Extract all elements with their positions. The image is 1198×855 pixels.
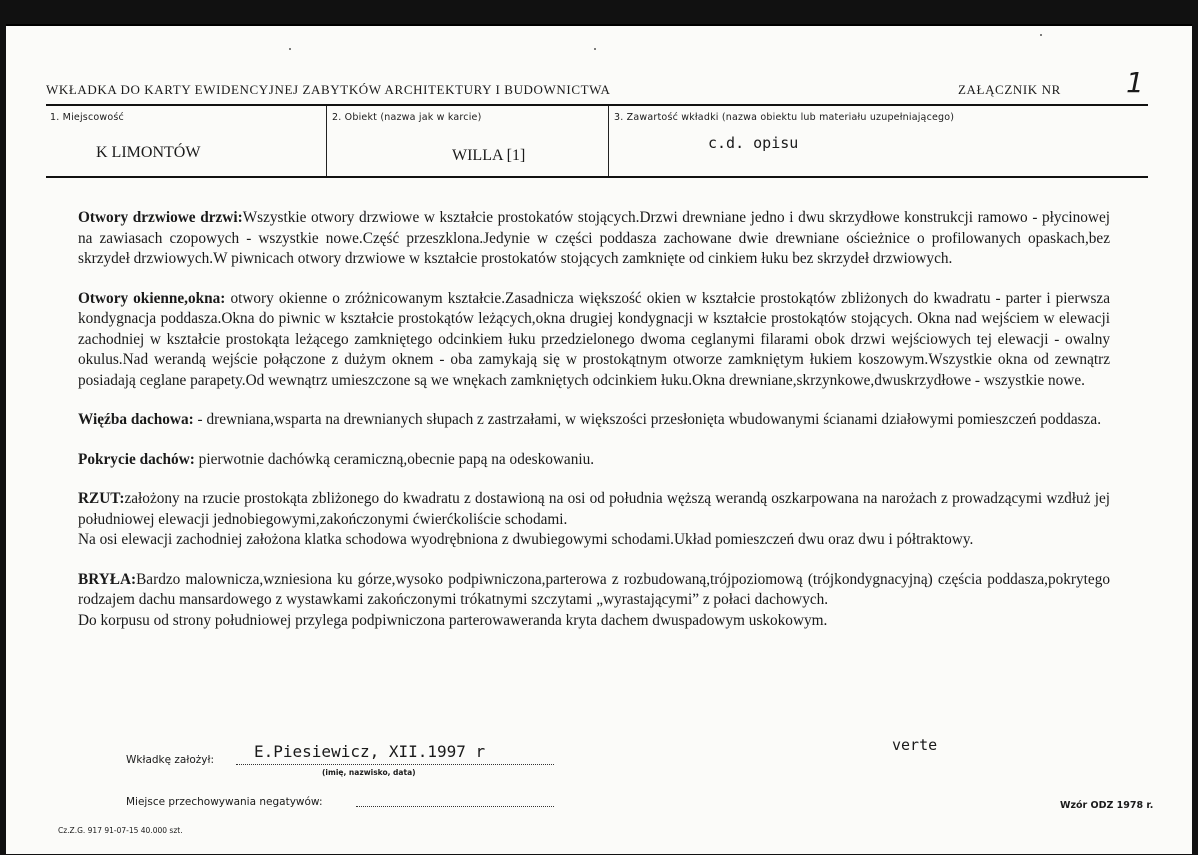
- fields-rule: [46, 176, 1148, 178]
- section-text: Wszystkie otwory drzwiowe w kształcie prostokatów stojących.Drzwi drewniane jedno i dwu skrzydłowe konstrukcji ramowo - płycinowej na zawiasach czopowych - wszystkie nowe.Część przeszklona.Jedynie w części poddasza zachowane dwie drewniane ościeżnice o profilowanych opaskach,bez skrzydeł drzwiowych.W piwnicach otwory drzwiowe w kształcie prostokatów stojących zamknięte od cinkiem łuku bez skrzydeł drzwiowych.: [78, 209, 1110, 267]
- founder-value: E.Piesiewicz, XII.1997 r: [254, 742, 486, 761]
- description-body: [78, 208, 1110, 650]
- section-roof-truss: [78, 410, 1110, 431]
- section-roofing: [78, 450, 1110, 471]
- section-massing: [78, 570, 1110, 632]
- form-title: WKŁADKA DO KARTY EWIDENCYJNEJ ZABYTKÓW ARCHITEKTURY I BUDOWNICTWA: [46, 82, 611, 97]
- section-heading: RZUT:: [78, 490, 125, 507]
- section-heading: Pokrycie dachów:: [78, 450, 195, 468]
- section-heading: Otwory drzwiowe drzwi:: [78, 209, 243, 226]
- object-value: WILLA [1]: [452, 147, 526, 164]
- annex-label: ZAŁĄCZNIK NR: [958, 82, 1061, 97]
- object-label: 2. Obiekt (nazwa jak w karcie): [332, 112, 482, 123]
- founder-hint: (imię, nazwisko, data): [322, 768, 416, 777]
- header-rule: [46, 104, 1148, 106]
- section-text: założony na rzucie prostokąta zbliżonego do kwadratu z dostawioną na osi od południa węższą werandą oszkarpowana na narożach z prowadzącymi wzdłuż jej południowej elewacji jednobiegowymi,zakończonymi ćwierćkoliście schodami.: [78, 490, 1110, 528]
- founder-line: [236, 764, 554, 765]
- verte-note: verte: [892, 736, 938, 754]
- scan-speck: [594, 48, 596, 50]
- contents-label: 3. Zawartość wkładki (nazwa obiektu lub materiału uzupełniającego): [614, 112, 955, 123]
- locality-value: K LIMONTÓW: [96, 144, 201, 161]
- section-doors: [78, 208, 1110, 270]
- pattern-note: Wzór ODZ 1978 r.: [1060, 800, 1154, 811]
- founder-label: Wkładkę założył:: [126, 754, 215, 766]
- section-heading: BRYŁA:: [78, 570, 137, 588]
- contents-value: c.d. opisu: [708, 134, 799, 152]
- field-divider: [608, 106, 609, 176]
- print-code: Cz.Z.G. 917 91-07-15 40.000 szt.: [58, 826, 183, 835]
- field-divider: [326, 106, 327, 176]
- section-heading: Otwory okienne,okna:: [78, 289, 226, 307]
- section-text: pierwotnie dachówką ceramiczną,obecnie papą na odeskowaniu.: [194, 450, 595, 468]
- section-windows: [78, 289, 1110, 392]
- scan-speck: [1040, 34, 1042, 36]
- section-heading: Więźba dachowa:: [78, 411, 194, 428]
- form-sheet: [6, 24, 1192, 854]
- section-plan: [78, 489, 1110, 551]
- section-text-extra: Na osi elewacji zachodniej założona klatka schodowa wyodrębniona z dwubiegowymi schodami.Układ pomieszczeń dwu oraz dwu i półtraktowy.: [78, 531, 974, 548]
- annex-number: 1: [1126, 66, 1145, 99]
- locality-label: 1. Miejscowość: [50, 112, 124, 123]
- section-text-extra: Do korpusu od strony południowej przylega podpiwniczona parterowaweranda kryta dachem dwuspadowym uskokowym.: [78, 611, 828, 629]
- negatives-label: Miejsce przechowywania negatywów:: [126, 796, 323, 808]
- section-text: - drewniana,wsparta na drewnianych słupach z zastrzałami, w większości przesłonięta wbudowanymi ścianami działowymi pomieszczeń poddasza.: [193, 411, 1102, 428]
- negatives-line: [356, 806, 554, 807]
- section-text: Bardzo malownicza,wzniesiona ku górze,wysoko podpiwniczona,parterowa z rozbudowaną,trójpoziomową (trójkondygnacyjną) częścia poddasza,pokrytego rodzajem dachu mansardowego z wystawkami zakończonymi trókatnymi szczytami „wyrastającymi” z połaci dachowych.: [78, 570, 1110, 608]
- section-text: otwory okienne o zróżnicowanym kształcie.Zasadnicza większość okien w kształcie prostokątów zbliżonych do kwadratu - parter i pierwsza kondygnacja poddasza.Okna do piwnic w kształcie prostokątów leżących,okna drugiej kondygnacji w kształcie prostokątów stojących. Okna nad wejściem w elewacji zachodniej w kształcie prostokąta leżącego zamkniętego odcinkiem łuku przedzielonego dwoma ceglanymi filarami obok drzwi wejściowych tej elewacji - owalny okulus.Nad werandą wejście połączone z dużym oknem - oba zamykają się w prostokątnym otworze zamkniętym łukiem koszowym.Wszystkie okna od zewnątrz posiadają ceglane parapety.Od wewnątrz umieszczone są we wnękach zamkniętych odcinkiem łuku.Okna drewniane,skrzynkowe,dwuskrzydłowe - wszystkie nowe.: [78, 289, 1110, 389]
- scan-speck: [289, 48, 291, 50]
